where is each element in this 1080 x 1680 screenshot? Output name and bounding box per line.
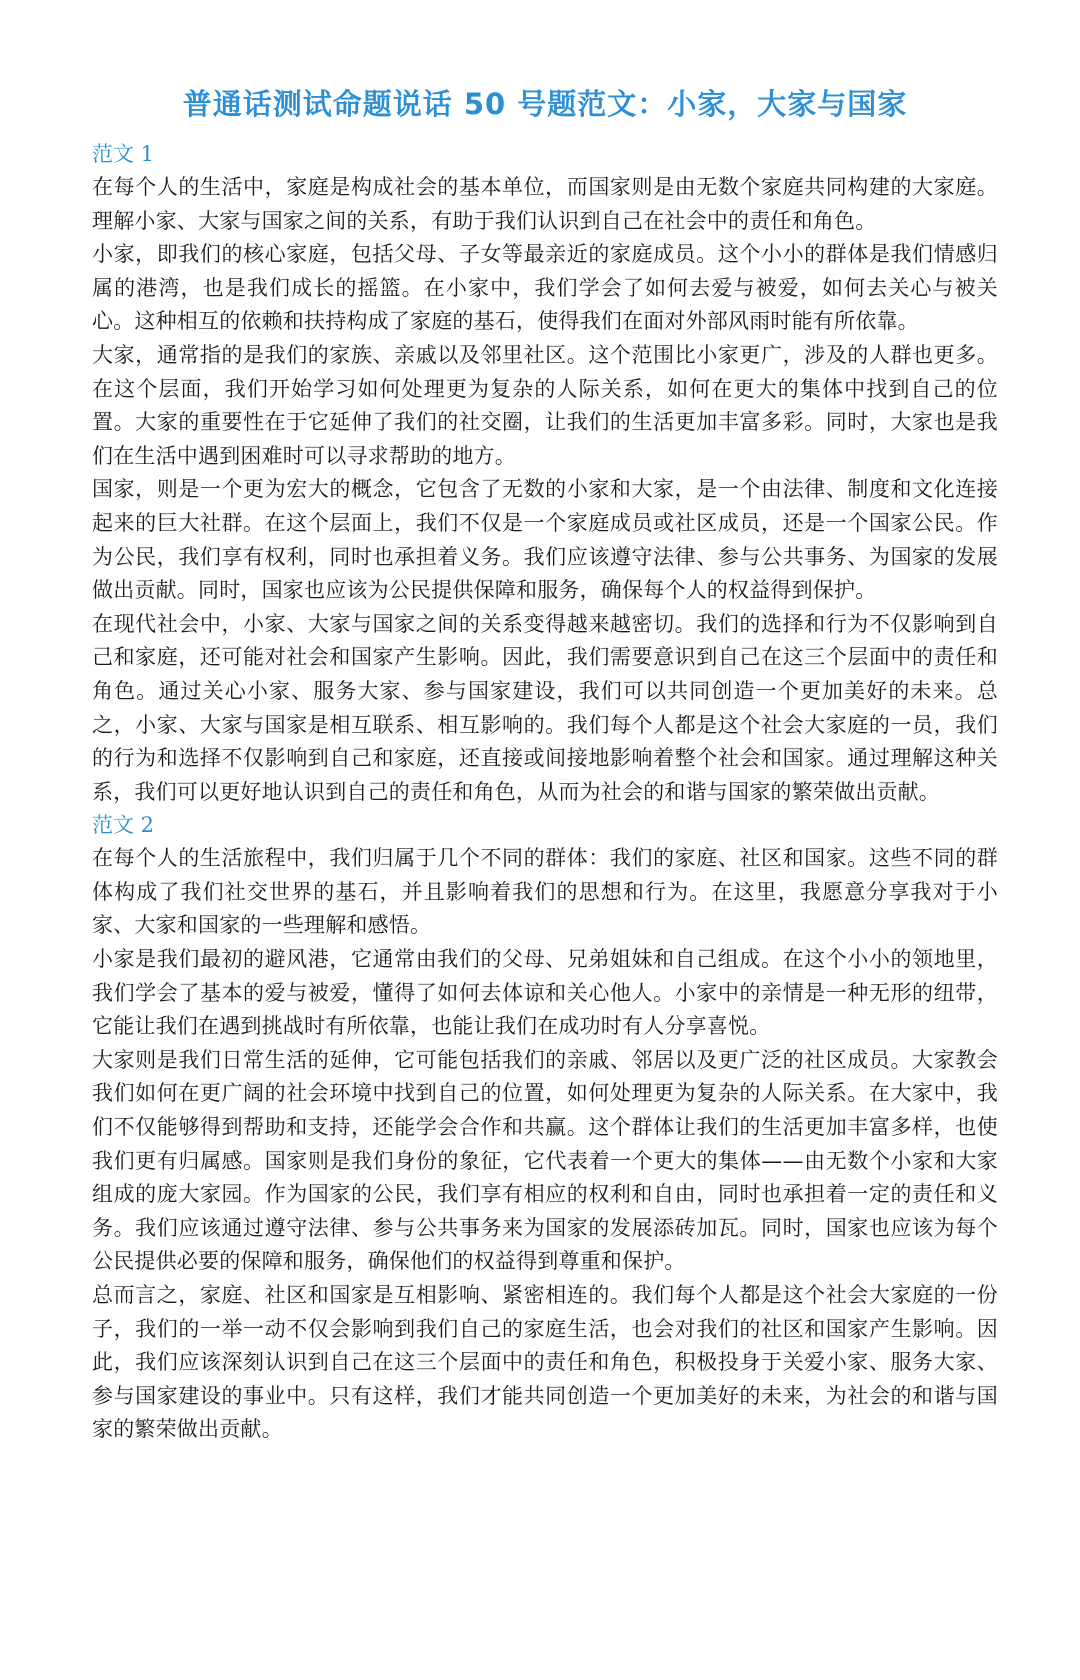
paragraph: 总而言之，家庭、社区和国家是互相影响、紧密相连的。我们每个人都是这个社会大家庭的一份子，我们的一举一动不仅会影响到我们自己的家庭生活，也会对我们的社区和国家产生影响。因此，我们应该深刻认识到自己在这三个层面中的责任和角色，积极投身于关爱小家、服务大家、参与国家建设的事业中。只有这样，我们才能共同创造一个更加美好的未来，为社会的和谐与国家的繁荣做出贡献。 bbox=[92, 1283, 998, 1442]
paragraph: 大家则是我们日常生活的延伸，它可能包括我们的亲戚、邻居以及更广泛的社区成员。大家教会我们如何在更广阔的社会环境中找到自己的位置，如何处理更为复杂的人际关系。在大家中，我们不仅能够得到帮助和支持，还能学会合作和共赢。这个群体让我们的生活更加丰富多样，也使我们更有归属感。国家则是我们身份的象征，它代表着一个更大的集体——由无数个小家和大家组成的庞大家园。作为国家的公民，我们享有相应的权利和自由，同时也承担着一定的责任和义务。我们应该通过遵守法律、参与公共事务来为国家的发展添砖加瓦。同时，国家也应该为每个公民提供必要的保障和服务，确保他们的权益得到尊重和保护。 bbox=[92, 1047, 998, 1274]
paragraph: 大家，通常指的是我们的家族、亲戚以及邻里社区。这个范围比小家更广，涉及的人群也更多。在这个层面，我们开始学习如何处理更为复杂的人际关系，如何在更大的集体中找到自己的位置。大家的重要性在于它延伸了我们的社交圈，让我们的生活更加丰富多彩。同时，大家也是我们在生活中遇到困难时可以寻求帮助的地方。 bbox=[92, 342, 998, 468]
paragraph: 小家，即我们的核心家庭，包括父母、子女等最亲近的家庭成员。这个小小的群体是我们情感归属的港湾，也是我们成长的摇篮。在小家中，我们学会了如何去爱与被爱，如何去关心与被关心。这种相互的依赖和扶持构成了家庭的基石，使得我们在面对外部风雨时能有所依靠。 bbox=[92, 242, 998, 334]
paragraph: 在每个人的生活中，家庭是构成社会的基本单位，而国家则是由无数个家庭共同构建的大家庭。理解小家、大家与国家之间的关系，有助于我们认识到自己在社会中的责任和角色。 bbox=[92, 175, 998, 233]
paragraph: 在现代社会中，小家、大家与国家之间的关系变得越来越密切。我们的选择和行为不仅影响到自己和家庭，还可能对社会和国家产生影响。因此，我们需要意识到自己在这三个层面中的责任和角色。通过关心小家、服务大家、参与国家建设，我们可以共同创造一个更加美好的未来。总之，小家、大家与国家是相互联系、相互影响的。我们每个人都是这个社会大家庭的一员，我们的行为和选择不仅影响到自己和家庭，还直接或间接地影响着整个社会和国家。通过理解这种关系，我们可以更好地认识到自己的责任和角色，从而为社会的和谐与国家的繁荣做出贡献。 bbox=[92, 611, 998, 804]
document-title: 普通话测试命题说话 50 号题范文：小家，大家与国家 bbox=[182, 87, 908, 121]
essay-section-2 bbox=[92, 809, 998, 1447]
section-heading: 范文 2 bbox=[92, 813, 155, 838]
section-heading: 范文 1 bbox=[92, 142, 155, 166]
paragraph: 国家，则是一个更为宏大的概念，它包含了无数的小家和大家，是一个由法律、制度和文化连接起来的巨大社群。在这个层面上，我们不仅是一个家庭成员或社区成员，还是一个国家公民。作为公民，我们享有权利，同时也承担着义务。我们应该遵守法律、参与公共事务、为国家的发展做出贡献。同时，国家也应该为公民提供保障和服务，确保每个人的权益得到保护。 bbox=[92, 477, 998, 603]
paragraph: 小家是我们最初的避风港，它通常由我们的父母、兄弟姐妹和自己组成。在这个小小的领地里，我们学会了基本的爱与被爱，懂得了如何去体谅和关心他人。小家中的亲情是一种无形的纽带，它能让我们在遇到挑战时有所依靠，也能让我们在成功时有人分享喜悦。 bbox=[92, 947, 998, 1039]
paragraph: 在每个人的生活旅程中，我们归属于几个不同的群体：我们的家庭、社区和国家。这些不同的群体构成了我们社交世界的基石，并且影响着我们的思想和行为。在这里，我愿意分享我对于小家、大家和国家的一些理解和感悟。 bbox=[92, 846, 998, 938]
essay-section-1 bbox=[92, 138, 998, 809]
